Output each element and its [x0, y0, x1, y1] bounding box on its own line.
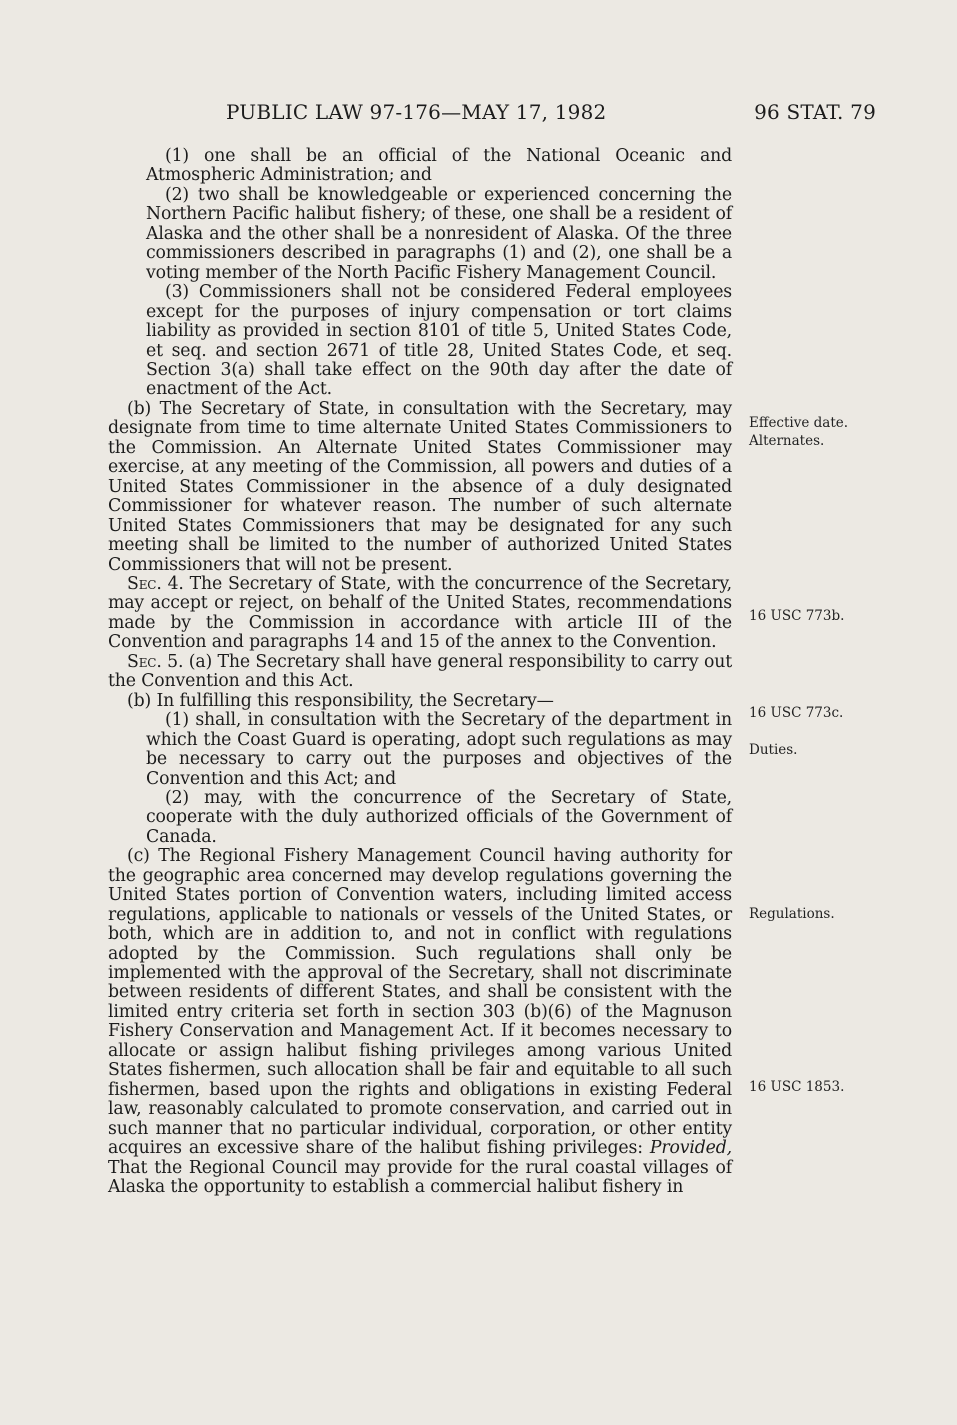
section-4-label: Sec. 4. [127, 573, 184, 594]
paragraph-9-text: (2) may, with the concurrence of the Secretary of State, cooperate with the duly authorized officials of the Government of Canada. [146, 787, 732, 847]
paragraph-3 [108, 283, 732, 400]
header-title: PUBLIC LAW 97-176—MAY 17, 1982 [226, 100, 607, 124]
paragraph-4-text: (b) The Secretary of State, in consultation with the Secretary, may designate from time to time alternate United States Commissioners to the Commission. An Alternate United States Commissioner may exercise, at any meeting of the Commission, all powers and duties of a United States Commissioner in the absence of a duly designated Commissioner for whatever reason. The number of such alternate United States Commissioners that may be designated for any such meeting shall be limited to the number of authorized United States Commissioners that will not be present. [108, 398, 732, 575]
running-header [226, 100, 876, 128]
paragraph-sec-4 [108, 575, 732, 653]
paragraph-7 [108, 692, 732, 711]
paragraph-2-text: (2) two shall be knowledgeable or experienced concerning the Northern Pacific halibut fishery; of these, one shall be a resident of Alaska and the other shall be a nonresident of Alaska. Of the three commissioners described in paragraphs (1) and (2), one shall be a voting member of the North Pacific Fishery Management Council. [146, 184, 732, 283]
margin-note-effective-date: Effective date. [749, 415, 849, 431]
paragraph-9 [108, 789, 732, 847]
paragraph-1-text: (1) one shall be an official of the National Oceanic and Atmospheric Administration; and [146, 146, 732, 186]
paragraph-3-text: (3) Commissioners shall not be considered Federal employees except for the purposes of injury compensation or tort claims liability as provided in section 8101 of title 5, United States Code, et seq. and section 2671 of title 28, United States Code, et seq. Section 3(a) shall take effect on the 90th day after the date of enactment of the Act. [146, 282, 732, 400]
paragraph-sec-5-text: (a) The Secretary shall have general responsibility to carry out the Convention and this Act. [108, 651, 732, 692]
margin-note-16-usc-1853: 16 USC 1853. [749, 1079, 845, 1095]
paragraph-8-text: (1) shall, in consultation with the Secretary of the department in which the Coast Guard is operating, adopt such regulations as may be necessary to carry out the purposes and objectives of the Convention and this Act; and [146, 710, 732, 789]
paragraph-7-text: (b) In fulfilling this responsibility, the Secretary— [127, 690, 554, 711]
paragraph-2 [108, 186, 732, 283]
header-stat-page: 96 STAT. 79 [754, 100, 876, 124]
paragraph-10-tail: That the Regional Council may provide for the rural coastal villages of Alaska the opportunity to establish a commercial halibut fishery in [108, 1157, 732, 1198]
margin-note-16-usc-773c: 16 USC 773c. [749, 705, 844, 721]
margin-note-regulations: Regulations. [749, 906, 835, 922]
margin-note-alternates: Alternates. [749, 433, 825, 449]
paragraph-10 [108, 847, 732, 1197]
section-5-label: Sec. 5. [127, 651, 184, 672]
provided-italic: Provided, [649, 1138, 732, 1159]
paragraph-4 [108, 400, 732, 575]
paragraph-sec-5 [108, 653, 732, 692]
body-text [108, 147, 732, 1197]
paragraph-8 [108, 711, 732, 789]
paragraph-1 [108, 147, 732, 186]
paragraph-sec-4-text: The Secretary of State, with the concurrence of the Secretary, may accept or reject, on behalf of the United States, recommendations made by the Commission in accordance with article III of the Convention and paragraphs 14 and 15 of the annex to the Convention. [108, 573, 732, 653]
margin-note-16-usc-773b: 16 USC 773b. [749, 608, 845, 624]
margin-note-duties: Duties. [749, 742, 798, 758]
paragraph-10-text: (c) The Regional Fishery Management Council having authority for the geographic area concerned may develop regulations governing the United States portion of Convention waters, including limited access regulations, applicable to nationals or vessels of the United States, or both, which are in addition to, and not in conflict with regulations adopted by the Commission. Such regulations shall only be implemented with the approval of the Secretary, shall not discriminate between residents of different States, and shall be consistent with the limited entry criteria set forth in section 303 (b)(6) of the Magnuson Fishery Conservation and Management Act. If it becomes necessary to allocate or assign halibut fishing privileges among various United States fishermen, such allocation shall be fair and equitable to all such fishermen, based upon the rights and obligations in existing Federal law, reasonably calculated to promote conservation, and carried out in such manner that no particular individual, corporation, or other entity acquires an excessive share of the halibut fishing privileges: [108, 846, 732, 1159]
